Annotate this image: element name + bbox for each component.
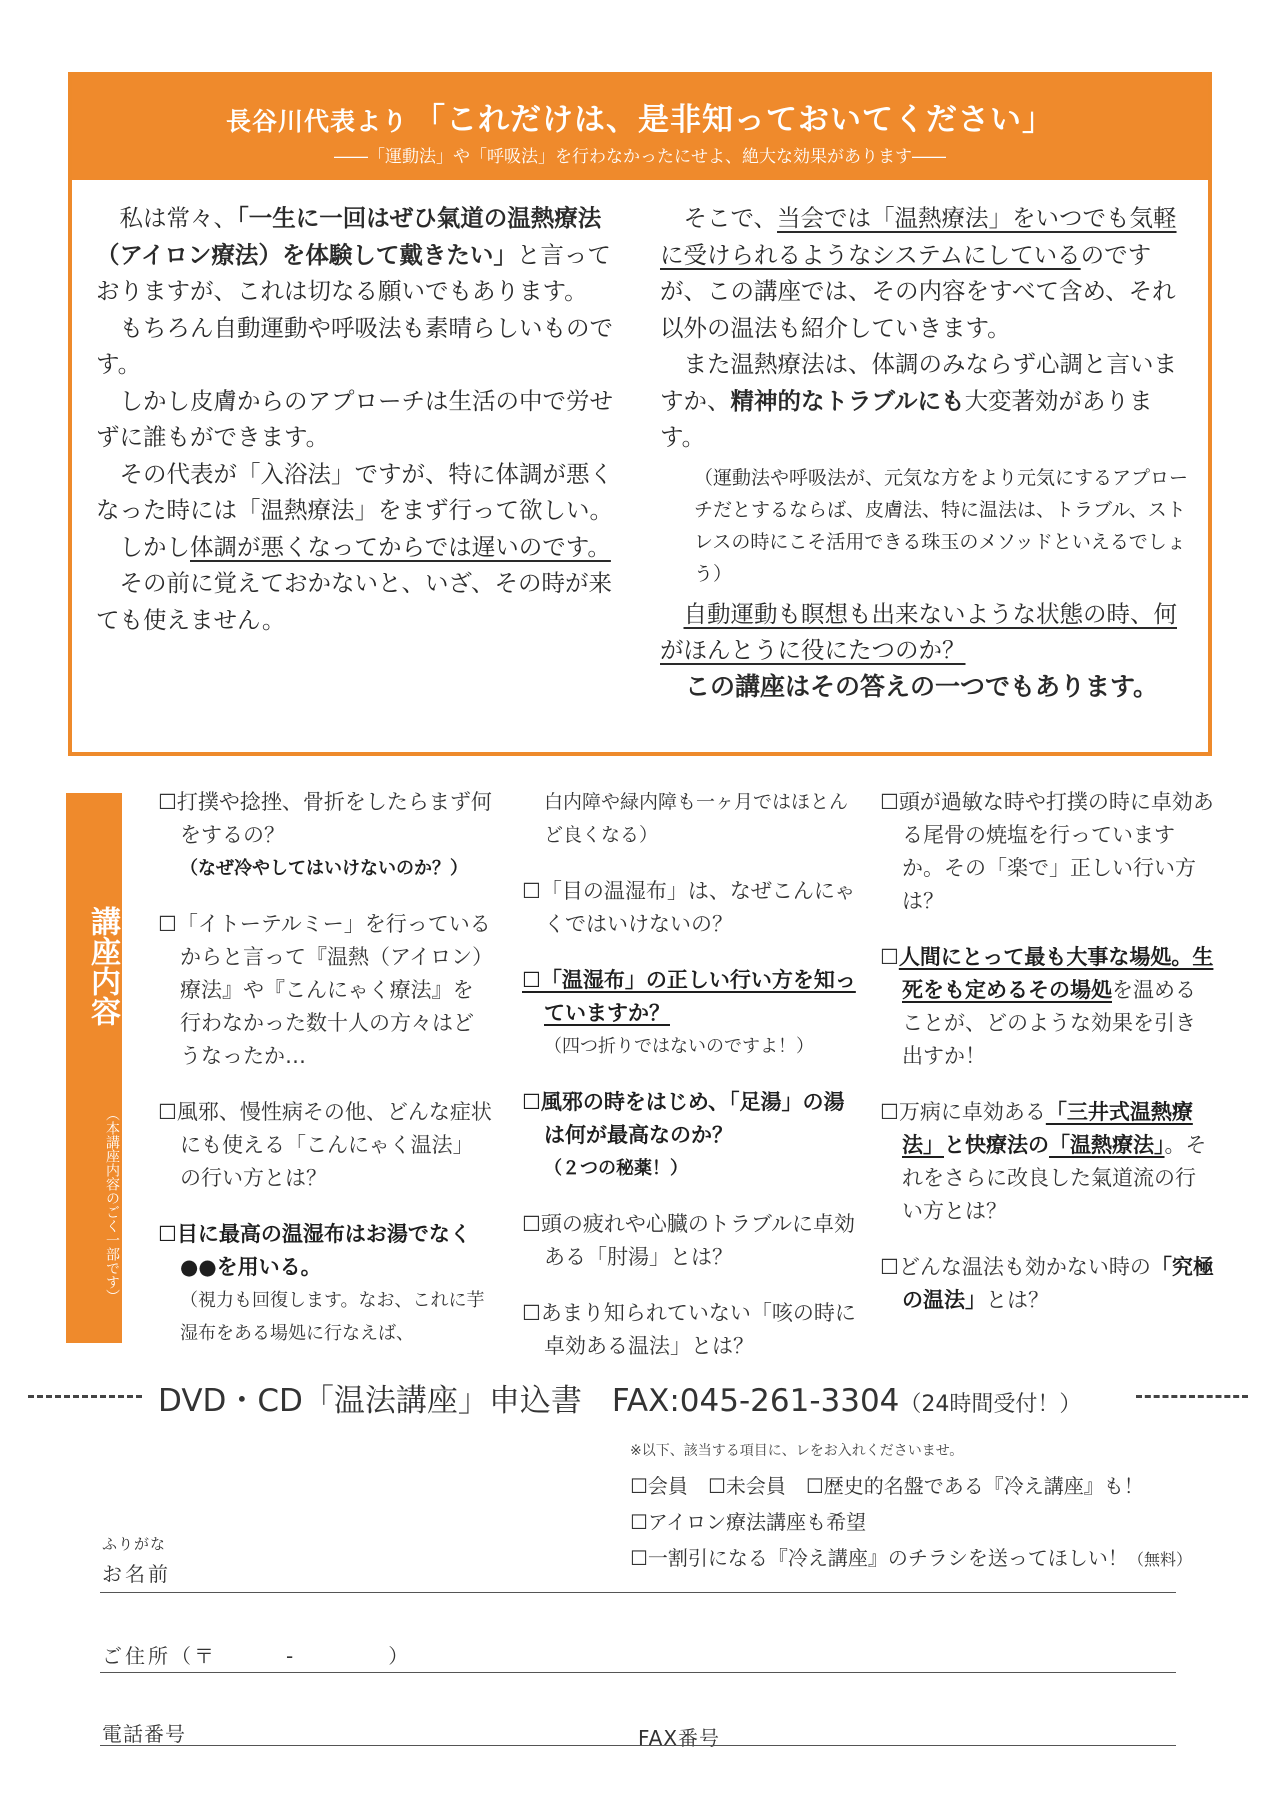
emphasis-text: 「一生に一回はぜひ氣道の温熱療法（アイロン療法）を体験して戴きたい」 xyxy=(96,204,602,269)
course-item-note: （四つ折りではないのですよ！） xyxy=(544,1036,814,1057)
text: そこで、 xyxy=(683,204,778,232)
message-note: （運動法や呼吸法が、元気な方をより元気にするアプローチだとするならば、皮膚法、特に温法は、トラブル、ストレスの時にこそ活用できる珠玉のメソッドといえるでしょう） xyxy=(694,466,1189,585)
address-field[interactable] xyxy=(100,1672,1176,1673)
name-field[interactable] xyxy=(100,1592,1176,1593)
message-paragraph xyxy=(96,529,624,566)
emphasis-text: 精神的なトラブルにも xyxy=(730,386,965,415)
message-paragraph xyxy=(660,596,1192,669)
course-item-note: （２つの秘薬！） xyxy=(544,1158,688,1179)
message-left-column xyxy=(96,200,624,638)
course-item-note: （なぜ冷やしてはいけないのか？） xyxy=(180,858,468,879)
message-paragraph: しかし皮膚からのアプローチは生活の中で労せずに誰もができます。 xyxy=(96,386,613,451)
fax-number: FAX:045-261-3304 xyxy=(611,1383,900,1419)
course-item xyxy=(158,1218,494,1350)
course-item: ☐頭の疲れや心臓のトラブルに卓効ある「肘湯」とは？ xyxy=(522,1212,855,1269)
phone-fax-field[interactable] xyxy=(100,1745,1176,1746)
course-label-subtitle: （本講座内容のごく一部です） xyxy=(104,1107,120,1303)
course-label-title: 講座内容 xyxy=(85,906,120,1026)
course-item: ☐「イトーテルミー」を行っているからと言って『温熱（アイロン）療法』や『こんにゃく療法』を行わなかった数十人の方々はどうなったか… xyxy=(158,912,494,1068)
course-item xyxy=(522,964,858,1063)
course-item-text: ☐どんな温法も効かない時の xyxy=(880,1255,1151,1279)
course-item xyxy=(158,786,494,885)
checkbox-iron-course[interactable]: ☐アイロン療法講座も希望 xyxy=(630,1510,867,1534)
message-box xyxy=(68,72,1212,756)
message-right-column xyxy=(660,200,1192,705)
course-item xyxy=(880,1251,1216,1317)
name-label: お名前 xyxy=(102,1562,171,1586)
message-paragraph xyxy=(660,200,1192,346)
text: と言っておりますが、これは切なる願いでもあります。 xyxy=(96,240,611,305)
text: 大変著効があります。 xyxy=(660,386,1153,451)
course-item-continuation: 白内障や緑内障も一ヶ月ではほとんど良くなる） xyxy=(544,791,849,846)
message-conclusion: この講座はその答えの一つでもあります。 xyxy=(685,671,1159,701)
text: のですが、この講座では、その内容をすべて含め、それ以外の温法も紹介していきます。 xyxy=(660,240,1176,342)
course-item: ☐頭が過敏な時や打撲の時に卓効ある尾骨の焼塩を行っていますか。その「楽で」正しい行い方は？ xyxy=(880,790,1214,913)
course-column-1 xyxy=(158,786,494,1373)
course-item xyxy=(880,941,1216,1073)
course-item: ☐風邪、慢性病その他、どんな症状にも使える「こんにゃく温法」の行い方とは？ xyxy=(158,1100,492,1190)
message-paragraph: もちろん自動運動や呼吸法も素晴らしいものです。 xyxy=(96,313,613,378)
course-content-label xyxy=(66,793,122,1343)
flyer-free-note: （無料） xyxy=(1127,1550,1192,1569)
order-form-title xyxy=(158,1375,1081,1420)
text: 私は常々、 xyxy=(119,204,237,232)
checkbox-member[interactable]: ☐会員 xyxy=(630,1474,688,1498)
message-subtitle: ――「運動法」や「呼吸法」を行わなかったにせよ、絶大な効果があります―― xyxy=(334,147,946,167)
course-item xyxy=(880,1096,1216,1228)
course-item-text: ☐万病に卓効ある xyxy=(880,1100,1046,1124)
course-item-text: を温めることが、どのような効果を引き出すか！ xyxy=(902,978,1196,1068)
form-options-row xyxy=(630,1542,1192,1571)
message-title-prefix: 長谷川代表より xyxy=(225,107,408,136)
course-item-emphasis: 「温熱療法」 xyxy=(1049,1133,1165,1157)
course-item-emphasis: 「究極の温法」 xyxy=(902,1255,1214,1312)
underlined-text: 体調が悪くなってからでは遅いのです。 xyxy=(190,532,611,561)
furigana-label: ふりがな xyxy=(102,1535,167,1553)
course-item-text: ☐風邪の時をはじめ、「足湯」の湯は何が最高なのか？ xyxy=(522,1090,845,1147)
underlined-text: 当会では「温熱療法」をいつでも気軽に受けられるようなシステムにしている xyxy=(660,204,1177,269)
message-title-text: 「これだけは、是非知っておいてください」 xyxy=(414,102,1054,138)
message-paragraph xyxy=(660,346,1192,456)
form-instructions: ※以下、該当する項目に、レをお入れくださいませ。 xyxy=(630,1443,964,1459)
underlined-text: 自動運動も瞑想も出来ないような状態の時、何がほんとうに役にたつのか？ xyxy=(660,599,1177,664)
fax-label: FAX番号 xyxy=(638,1726,721,1750)
cut-line-right xyxy=(1136,1395,1248,1398)
message-paragraph: その前に覚えておかないと、いざ、その時が来ても使えません。 xyxy=(96,569,613,634)
course-item-text: ☐目に最高の温湿布はお湯でなく●●を用いる。 xyxy=(158,1222,471,1279)
course-item-emphasis: 「三井式温熱療法」 xyxy=(902,1100,1193,1157)
address-label: ご住所（〒 - ） xyxy=(102,1644,412,1668)
course-item xyxy=(522,1086,858,1185)
message-header xyxy=(72,76,1208,180)
form-options-row xyxy=(630,1470,1144,1499)
phone-label: 電話番号 xyxy=(102,1722,186,1746)
text: しかし xyxy=(119,532,190,561)
checkbox-history-course[interactable]: ☐歴史的名盤である『冷え講座』も！ xyxy=(805,1474,1144,1498)
course-item-text: 。それをさらに改良した氣道流の行い方とは？ xyxy=(902,1133,1207,1223)
course-item-text: ☐「温湿布」の正しい行い方を知っていますか？ xyxy=(522,968,856,1025)
fax-hours: （24時間受付！） xyxy=(899,1392,1082,1417)
course-item-note: （視力も回復します。なお、これに芋湿布をある場処に行なえば、 xyxy=(180,1290,485,1344)
message-title xyxy=(72,94,1208,139)
course-item-text: と快療法の xyxy=(944,1133,1049,1157)
form-title-text: DVD・CD「温法講座」申込書 xyxy=(158,1383,582,1419)
course-column-2 xyxy=(522,786,858,1386)
course-item: ☐「目の温湿布」は、なぜこんにゃくではいけないの？ xyxy=(522,879,856,936)
course-column-3 xyxy=(880,786,1216,1340)
course-item-text: とは？ xyxy=(986,1288,1049,1312)
course-item-text: ☐打撲や捻挫、骨折をしたらまず何をするの？ xyxy=(158,790,492,847)
course-item: ☐あまり知られていない「咳の時に卓効ある温法」とは？ xyxy=(522,1301,856,1358)
checkbox-nonmember[interactable]: ☐未会員 xyxy=(707,1474,786,1498)
cut-line-left xyxy=(28,1395,142,1398)
checkbox-flyer[interactable]: ☐一割引になる『冷え講座』のチラシを送ってほしい！ xyxy=(630,1546,1128,1570)
order-form-heading xyxy=(0,1373,1280,1417)
message-paragraph: その代表が「入浴法」ですが、特に体調が悪くなった時には「温熱療法」をまず行って欲しい。 xyxy=(96,459,613,524)
message-paragraph xyxy=(96,200,624,310)
course-item-emphasis: 人間にとって最も大事な場処。生死をも定めるその場処 xyxy=(898,945,1214,1002)
text: また温熱療法は、体調のみならず心調と言いますか、 xyxy=(660,350,1177,415)
checkbox-glyph: ☐ xyxy=(880,945,899,969)
